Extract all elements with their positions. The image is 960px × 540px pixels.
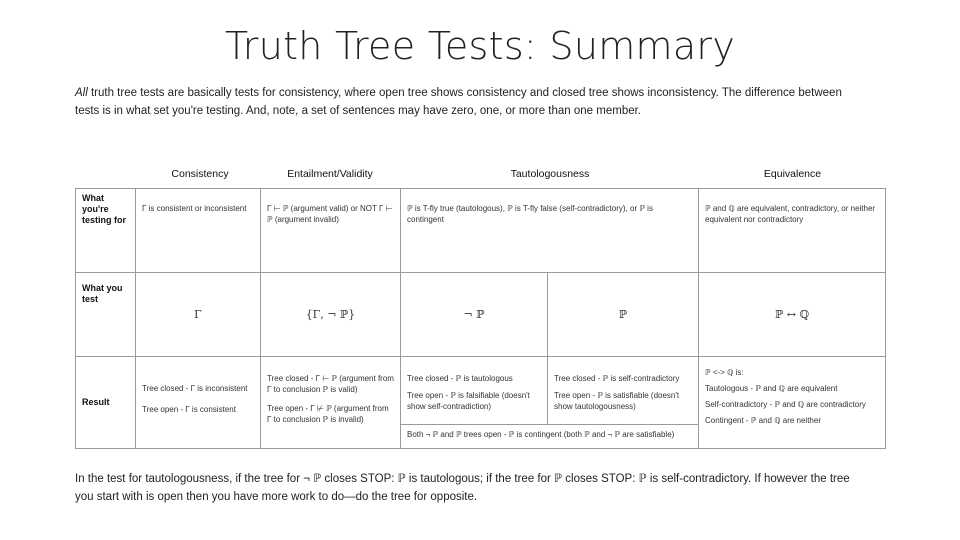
cell-test-taut-neg: ¬ ℙ bbox=[401, 273, 548, 357]
row-result bbox=[76, 357, 886, 425]
cell-result-equivalence bbox=[699, 357, 886, 449]
cell-test-consistency: Γ bbox=[136, 273, 261, 357]
row-header-what-test: What you test bbox=[76, 273, 136, 357]
result-taut-pos-closed: Tree closed - ℙ is self-contradictory bbox=[554, 374, 680, 383]
col-tautologousness: Tautologousness bbox=[510, 168, 590, 180]
cell-test-equivalence: ℙ ↔ ℚ bbox=[699, 273, 886, 357]
footer-paragraph: In the test for tautologousness, if the tree for ¬ ℙ closes STOP: ℙ is tautologous; if the tree for ℙ closes STOP: ℙ is self-contradictory. If however the tree you start with is open then you have more work to do—do the tree for opposite. bbox=[75, 473, 850, 503]
intro-emphasis: All bbox=[75, 87, 88, 99]
cell-result-consistency bbox=[136, 357, 261, 449]
cell-result-entailment bbox=[261, 357, 401, 449]
cell-test-entailment: {Γ, ¬ ℙ} bbox=[261, 273, 401, 357]
row-header-testing-for: What you're testing for bbox=[76, 189, 136, 273]
result-entailment-closed: Tree closed - Γ ⊢ ℙ (argument from Γ to conclusion ℙ is valid) bbox=[267, 374, 394, 394]
result-equiv-4: Contingent - ℙ and ℚ are neither bbox=[705, 416, 821, 425]
row-what-test bbox=[76, 273, 886, 357]
col-equivalence: Equivalence bbox=[763, 168, 822, 180]
intro-paragraph bbox=[75, 84, 865, 120]
result-consistency-open: Tree open - Γ is consistent bbox=[142, 405, 236, 414]
result-taut-neg-closed: Tree closed - ℙ is tautologous bbox=[407, 374, 513, 383]
result-taut-pos-open: Tree open - ℙ is satisfiable (doesn't show tautologousness) bbox=[554, 391, 680, 411]
slide-title: Truth Tree Tests: Summary bbox=[224, 24, 736, 68]
intro-text: truth tree tests are basically tests for consistency, where open tree shows consistency and closed tree shows inconsistency. The difference between tests is in what set you're testing. And, note, a set of sentences may have zero, one, or more than one member. bbox=[75, 87, 842, 117]
cell-result-taut-pos bbox=[548, 357, 699, 425]
cell-test-taut-pos: ℙ bbox=[548, 273, 699, 357]
cell-testing-equivalence: ℙ and ℚ are equivalent, contradictory, or neither equivalent nor contradictory bbox=[699, 189, 886, 273]
col-consistency: Consistency bbox=[171, 168, 229, 180]
col-entailment: Entailment/Validity bbox=[287, 168, 373, 180]
row-testing-for bbox=[76, 189, 886, 273]
cell-result-taut-both: Both ¬ ℙ and ℙ trees open - ℙ is contingent (both ℙ and ¬ ℙ are satisfiable) bbox=[401, 425, 699, 449]
cell-result-taut-neg bbox=[401, 357, 548, 425]
result-consistency-closed: Tree closed - Γ is inconsistent bbox=[142, 384, 248, 393]
row-header-result: Result bbox=[76, 357, 136, 449]
result-equiv-3: Self-contradictory - ℙ and ℚ are contradictory bbox=[705, 400, 866, 409]
column-headers bbox=[75, 168, 885, 182]
summary-table bbox=[75, 188, 886, 449]
cell-testing-consistency: Γ is consistent or inconsistent bbox=[136, 189, 261, 273]
result-taut-neg-open: Tree open - ℙ is falsifiable (doesn't show self-contradiction) bbox=[407, 391, 530, 411]
cell-testing-tautologousness: ℙ is T-fly true (tautologous), ℙ is T-fly false (self-contradictory), or ℙ is contingent bbox=[401, 189, 699, 273]
result-equiv-1: ℙ <-> ℚ is: bbox=[705, 368, 744, 377]
result-entailment-open: Tree open - Γ ⊬ ℙ (argument from Γ to conclusion ℙ is invalid) bbox=[267, 404, 389, 424]
cell-testing-entailment: Γ ⊢ ℙ (argument valid) or NOT Γ ⊢ ℙ (argument invalid) bbox=[261, 189, 401, 273]
result-equiv-2: Tautologous - ℙ and ℚ are equivalent bbox=[705, 384, 838, 393]
